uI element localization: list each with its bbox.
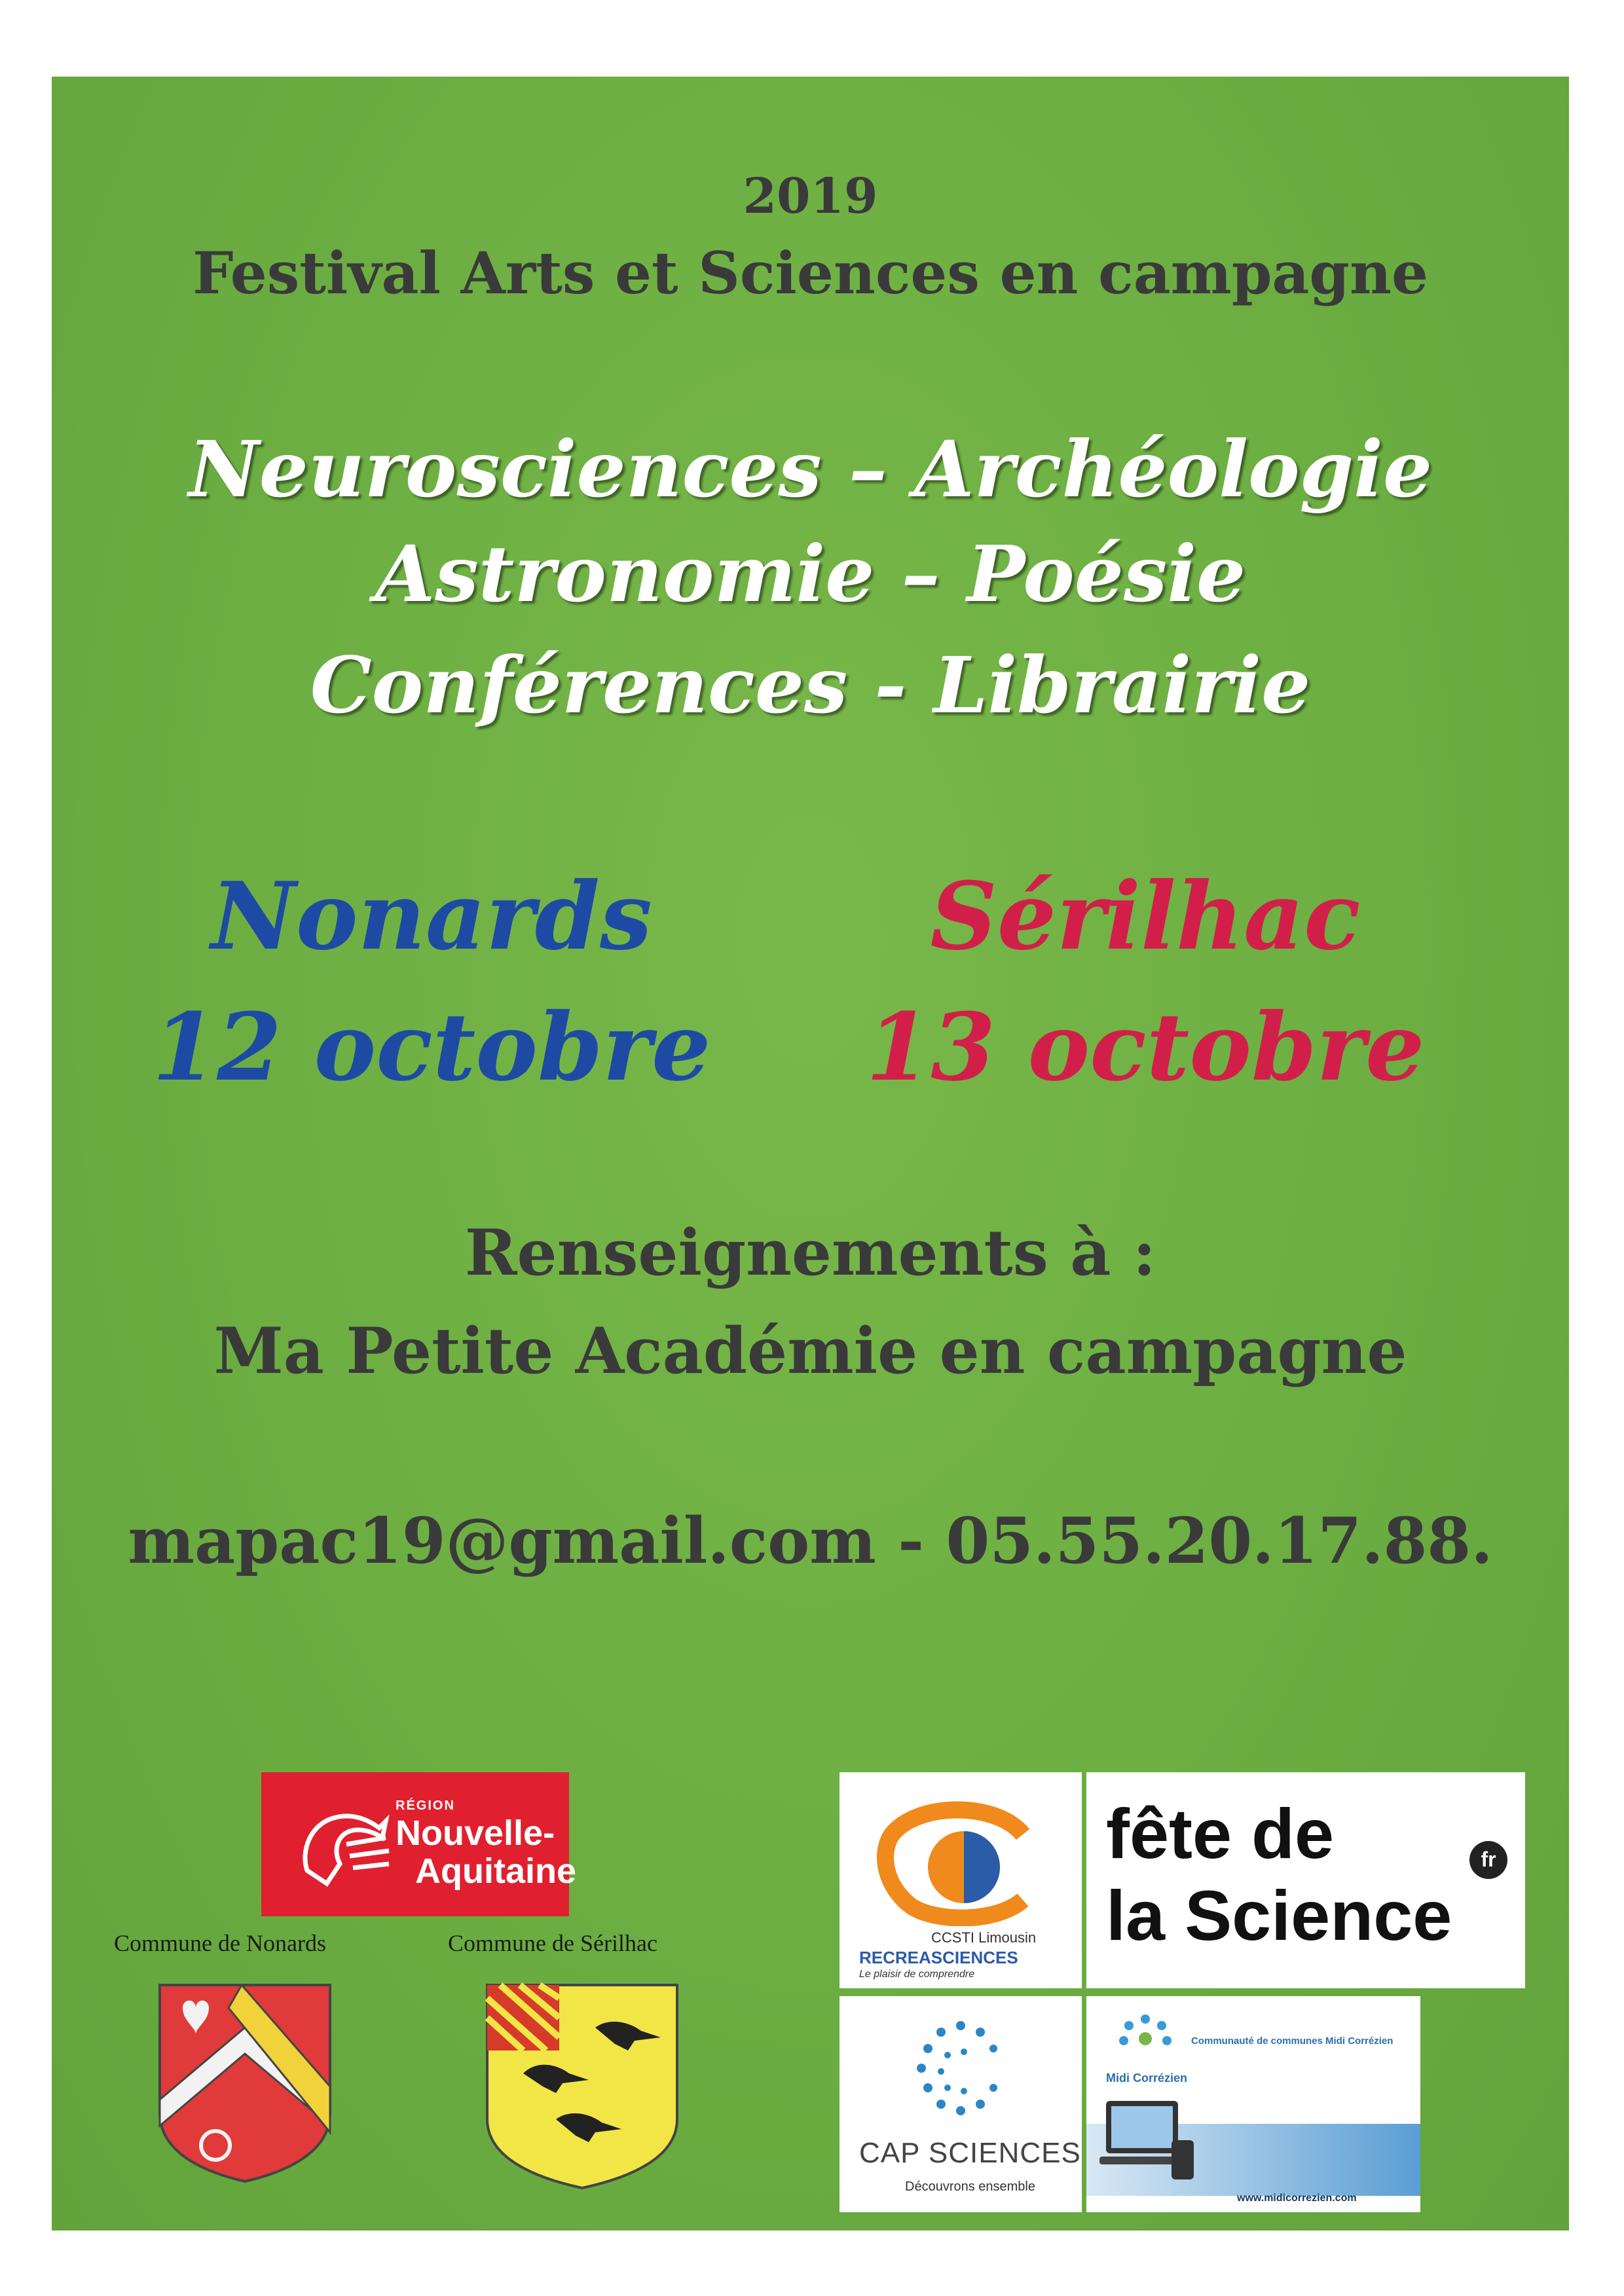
- info-heading: Renseignements à :: [464, 1216, 1156, 1290]
- midi-correzien-title: Communauté de communes Midi Corrézien: [1191, 2035, 1393, 2047]
- recreasciences-label: RECREASCIENCES: [859, 1948, 1018, 1967]
- cap-sciences-logo: [840, 1996, 1082, 2212]
- serilhac-coat-of-arms-icon: [484, 1982, 680, 2191]
- info-organization: Ma Petite Académie en campagne: [213, 1314, 1407, 1388]
- commune-serilhac-label: Commune de Sérilhac: [448, 1930, 657, 1956]
- fete-de-la-science-logo: [1086, 1772, 1525, 1988]
- poster: [52, 77, 1569, 2231]
- region-label-small: RÉGION: [396, 1798, 455, 1813]
- midi-correzien-logo: [1086, 1996, 1420, 2212]
- cap-sciences-dots-icon: [912, 2016, 1010, 2127]
- region-label-line2: Aquitaine: [415, 1851, 577, 1891]
- lion-head-icon: [287, 1798, 392, 1897]
- contact-line: mapac19@gmail.com - 05.55.20.17.88.: [128, 1504, 1493, 1578]
- eye-icon: [866, 1795, 1056, 1926]
- event-date-nonards: 12 octobre: [152, 993, 711, 1102]
- cap-sciences-tagline: Découvrons ensemble: [905, 2179, 1035, 2194]
- theme-line-1: Neurosciences – Archéologie: [188, 424, 1433, 515]
- region-label-line1: Nouvelle-: [396, 1813, 555, 1853]
- fete-line2: la Science: [1106, 1876, 1452, 1955]
- event-town-serilhac: Sérilhac: [930, 862, 1361, 971]
- flower-icon: [1116, 2009, 1175, 2068]
- theme-line-3: Conférences - Librairie: [310, 640, 1311, 731]
- cap-sciences-label: CAP SCIENCES: [859, 2137, 1081, 2169]
- event-date-serilhac: 13 octobre: [866, 993, 1425, 1102]
- commune-nonards-label: Commune de Nonards: [114, 1930, 326, 1956]
- region-nouvelle-aquitaine-logo: [261, 1772, 577, 1916]
- event-town-nonards: Nonards: [211, 862, 652, 971]
- recreasciences-tagline: Le plaisir de comprendre: [859, 1969, 975, 1980]
- ccsti-label: CCSTI Limousin: [931, 1929, 1037, 1946]
- ccsti-recreasciences-logo: [840, 1772, 1082, 1988]
- nonards-coat-of-arms-icon: [157, 1982, 333, 2185]
- fete-line1: fête de: [1106, 1794, 1335, 1873]
- midi-correzien-name: Midi Corrézien: [1106, 2071, 1188, 2085]
- midi-correzien-url: www.midicorrezien.com: [1237, 2193, 1357, 2204]
- computer-icon: [1099, 2094, 1198, 2199]
- theme-line-2: Astronomie – Poésie: [375, 528, 1246, 619]
- fete-fr-badge: fr: [1469, 1841, 1507, 1879]
- poster-year: 2019: [743, 168, 878, 225]
- festival-title: Festival Arts et Sciences en campagne: [193, 239, 1428, 307]
